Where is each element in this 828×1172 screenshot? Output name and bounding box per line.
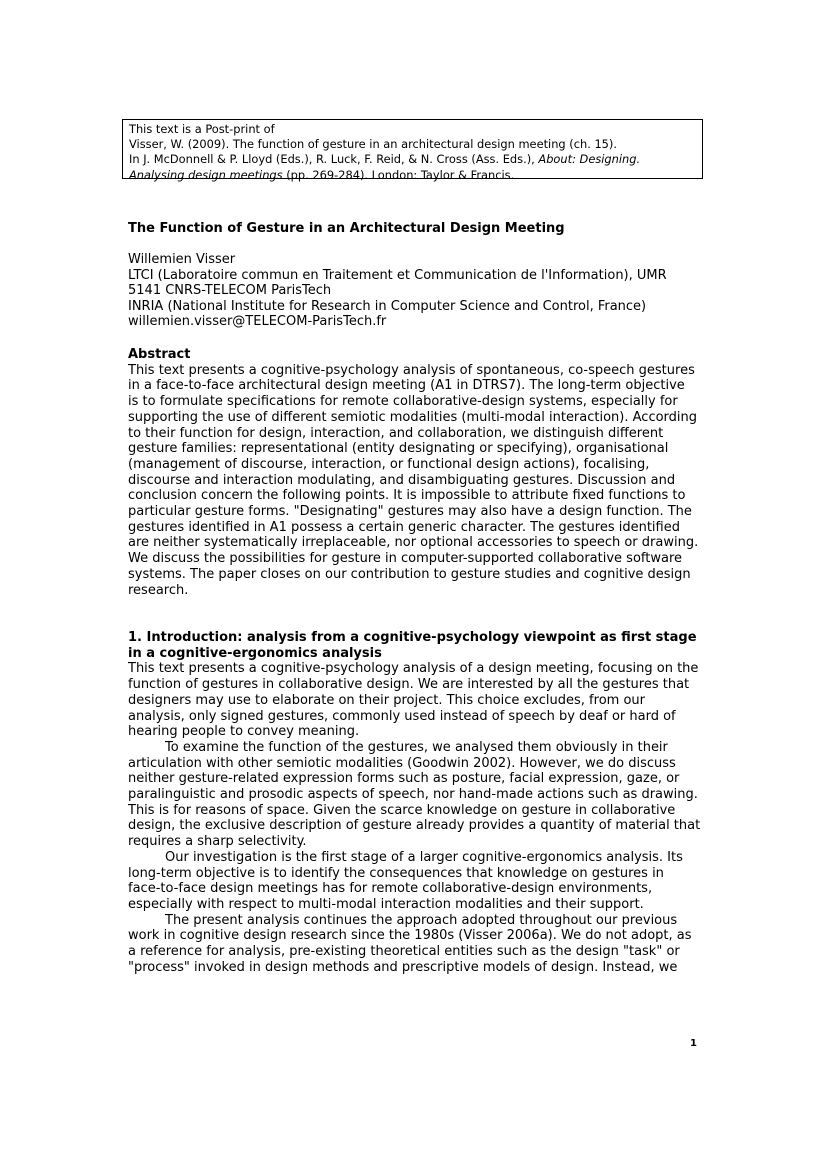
abstract-line: conclusion concern the following points. It is impossible to attribute fixed functions to <box>128 488 686 504</box>
abstract-line: in a face-to-face architectural design meeting (A1 in DTRS7). The long-term objective <box>128 378 685 394</box>
abstract-line: research. <box>128 582 189 598</box>
notice-line-1: This text is a Post-print of <box>129 122 275 136</box>
paragraph-line: hearing people to convey meaning. <box>128 724 360 740</box>
paragraph <box>128 739 701 850</box>
paragraph-line: Our investigation is the first stage of a larger cognitive-ergonomics analysis. Its <box>165 849 683 865</box>
paragraph <box>128 850 694 913</box>
author-block <box>128 252 708 330</box>
notice-line-2: Visser, W. (2009). The function of gesture in an architectural design meeting (ch. 15). <box>129 137 617 152</box>
paragraph-line: This is for reasons of space. Given the scarce knowledge on gesture in collaborative <box>128 802 676 818</box>
abstract-line: to their function for design, interaction, and collaboration, we distinguish different <box>128 425 664 441</box>
page-number: 1 <box>690 1038 697 1049</box>
paragraph-line: articulation with other semiotic modalities (Goodwin 2002). However, we do discuss <box>128 755 676 771</box>
paragraph <box>128 661 699 740</box>
paragraph-line: "process" invoked in design methods and prescriptive models of design. Instead, we <box>128 959 678 975</box>
abstract-line: gestures identified in A1 possess a certain generic character. The gestures identified <box>128 519 680 535</box>
abstract-line: This text presents a cognitive-psychology analysis of spontaneous, co-speech gestures <box>128 362 695 378</box>
paragraph-line: analysis, only signed gestures, commonly used instead of speech by deaf or hard of <box>128 708 676 724</box>
notice-line-3-italic: About: Designing. <box>538 152 641 167</box>
abstract-line: supporting the use of different semiotic modalities (multi-modal interaction). According <box>128 409 698 425</box>
paragraph-line: face-to-face design meetings has for remote collaborative-design environments, <box>128 881 653 897</box>
paragraph-line: neither gesture-related expression forms such as posture, facial expression, gaze, or <box>128 771 680 787</box>
paper-title: The Function of Gesture in an Architectural Design Meeting <box>128 221 565 236</box>
author-affiliation-line: INRIA (National Institute for Research in Computer Science and Control, France) <box>128 298 647 314</box>
introduction-section <box>128 630 701 975</box>
paragraph-line: To examine the function of the gestures, we analysed them obviously in their <box>165 739 668 755</box>
paragraph-line: a reference for analysis, pre-existing theoretical entities such as the design "task" or <box>128 944 680 960</box>
postprint-notice-box <box>122 119 703 182</box>
abstract-line: gesture families: representational (entity designating or specifying), organisational <box>128 441 669 457</box>
author-affiliation-line: 5141 CNRS-TELECOM ParisTech <box>128 283 332 299</box>
notice-line-3 <box>129 152 696 167</box>
abstract-line: discourse and interaction modulating, and disambiguating gestures. Discussion and <box>128 472 676 488</box>
author-name: Willemien Visser <box>128 252 236 267</box>
paragraph-line: paralinguistic and prosodic aspects of speech, nor hand-made actions such as drawing. <box>128 787 698 803</box>
paragraph-line: This text presents a cognitive-psychology analysis of a design meeting, focusing on the <box>128 661 699 677</box>
author-affiliation-line: LTCI (Laboratoire commun en Traitement et Communication de l'Information), UMR <box>128 267 667 283</box>
paragraph-line: design, the exclusive description of gesture already provides a quantity of material that <box>128 818 701 834</box>
abstract-heading: Abstract <box>128 347 191 362</box>
paragraph-line: designers may use to elaborate on their project. This choice excludes, from our <box>128 692 645 708</box>
notice-line-4-italic: Analysing design meetings <box>129 167 283 182</box>
section-heading: 1. Introduction: analysis from a cognitive-psychology viewpoint as first stage <box>128 630 697 645</box>
paragraph <box>128 913 694 976</box>
paragraph-line: work in cognitive design research since the 1980s (Visser 2006a). We do not adopt, as <box>128 928 692 944</box>
notice-line-4-text: (pp. 269-284). London: Taylor & Francis. <box>282 167 515 182</box>
notice-line-3-text: In J. McDonnell & P. Lloyd (Eds.), R. Luck, F. Reid, & N. Cross (Ass. Eds.), <box>129 152 539 167</box>
paragraph-line: requires a sharp selectivity. <box>128 834 307 850</box>
author-email: willemien.visser@TELECOM-ParisTech.fr <box>128 314 387 330</box>
notice-line-4 <box>129 168 696 183</box>
abstract-section <box>128 347 699 598</box>
abstract-line: is to formulate specifications for remote collaborative-design systems, especially for <box>128 394 678 410</box>
abstract-line: are neither systematically irreplaceable, nor optional accessories to speech or drawing. <box>128 535 699 551</box>
abstract-line: systems. The paper closes on our contribution to gesture studies and cognitive design <box>128 566 691 582</box>
abstract-line: (management of discourse, interaction, or functional design actions), focalising, <box>128 456 650 472</box>
paragraph-line: especially with respect to multi-modal interaction modalities and their support. <box>128 896 644 912</box>
section-heading: in a cognitive-ergonomics analysis <box>128 645 382 661</box>
paragraph-line: function of gestures in collaborative design. We are interested by all the gestures that <box>128 677 690 693</box>
abstract-line: particular gesture forms. "Designating" gestures may also have a design function. The <box>128 504 692 520</box>
paragraph-line: long-term objective is to identify the consequences that knowledge on gestures in <box>128 865 664 881</box>
paragraph-line: The present analysis continues the approach adopted throughout our previous <box>165 912 678 928</box>
abstract-line: We discuss the possibilities for gesture in computer-supported collaborative software <box>128 551 683 567</box>
